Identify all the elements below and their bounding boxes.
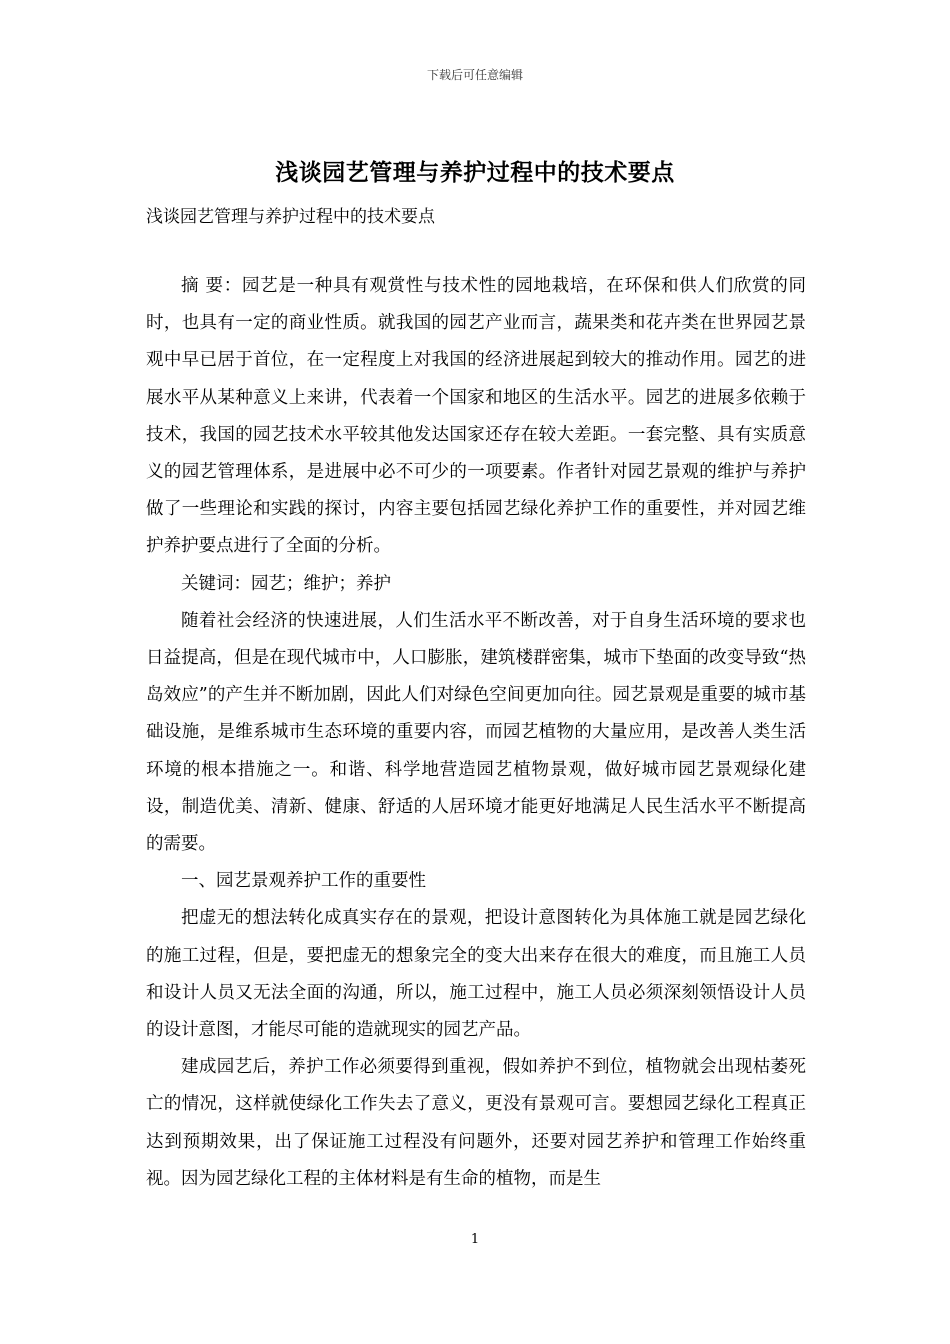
body-paragraph: 随着社会经济的快速进展，人们生活水平不断改善，对于自身生活环境的要求也日益提高，但是在现代城市中，人口膨胀，建筑楼群密集，城市下垫面的改变导致“热岛效应”的产生并不断加剧，因此人们对绿色空间更加向往。园艺景观是重要的城市基础设施，是维系城市生态环境的重要内容，而园艺植物的大量应用，是改善人类生活环境的根本措施之一。和谐、科学地营造园艺植物景观，做好城市园艺景观绿化建设，制造优美、清新、健康、舒适的人居环境才能更好地满足人民生活水平不断提高的需要。 — [146, 610, 806, 855]
body-paragraph: 把虚无的想法转化成真实存在的景观，把设计意图转化为具体施工就是园艺绿化的施工过程，但是，要把虚无的想象完全的变大出来存在很大的难度，而且施工人员和设计人员又无法全面的沟通，所以，施工过程中，施工人员必须深刻领悟设计人员的设计意图，才能尽可能的造就现实的园艺产品。 — [146, 908, 806, 1041]
page-number: 1 — [470, 1232, 480, 1247]
document-title: 浅谈园艺管理与养护过程中的技术要点 — [275, 159, 675, 186]
abstract-paragraph: 摘 要：园艺是一种具有观赏性与技术性的园地栽培，在环保和供人们欣赏的同时，也具有一定的商业性质。就我国的园艺产业而言，蔬果类和花卉类在世界园艺景观中早已居于首位，在一定程度上对我国的经济进展起到较大的推动作用。园艺的进展水平从某种意义上来讲，代表着一个国家和地区的生活水平。园艺的进展多依赖于技术，我国的园艺技术水平较其他发达国家还存在较大差距。一套完整、具有实质意义的园艺管理体系，是进展中必不可少的一项要素。作者针对园艺景观的维护与养护做了一些理论和实践的探讨，内容主要包括园艺绿化养护工作的重要性，并对园艺维护养护要点进行了全面的分析。 — [146, 276, 806, 557]
document-subtitle: 浅谈园艺管理与养护过程中的技术要点 — [146, 207, 435, 227]
keywords-paragraph: 关键词：园艺；维护；养护 — [181, 573, 391, 594]
page-header-note: 下载后可任意编辑 — [426, 68, 523, 82]
body-paragraph: 建成园艺后，养护工作必须要得到重视，假如养护不到位，植物就会出现枯萎死亡的情况，这样就使绿化工作失去了意义，更没有景观可言。要想园艺绿化工程真正达到预期效果，出了保证施工过程没有问题外，还要对园艺养护和管理工作始终重视。因为园艺绿化工程的主体材料是有生命的植物，而是生 — [146, 1057, 806, 1189]
document-body — [146, 268, 806, 1198]
section-heading: 一、园艺景观养护工作的重要性 — [181, 871, 426, 892]
